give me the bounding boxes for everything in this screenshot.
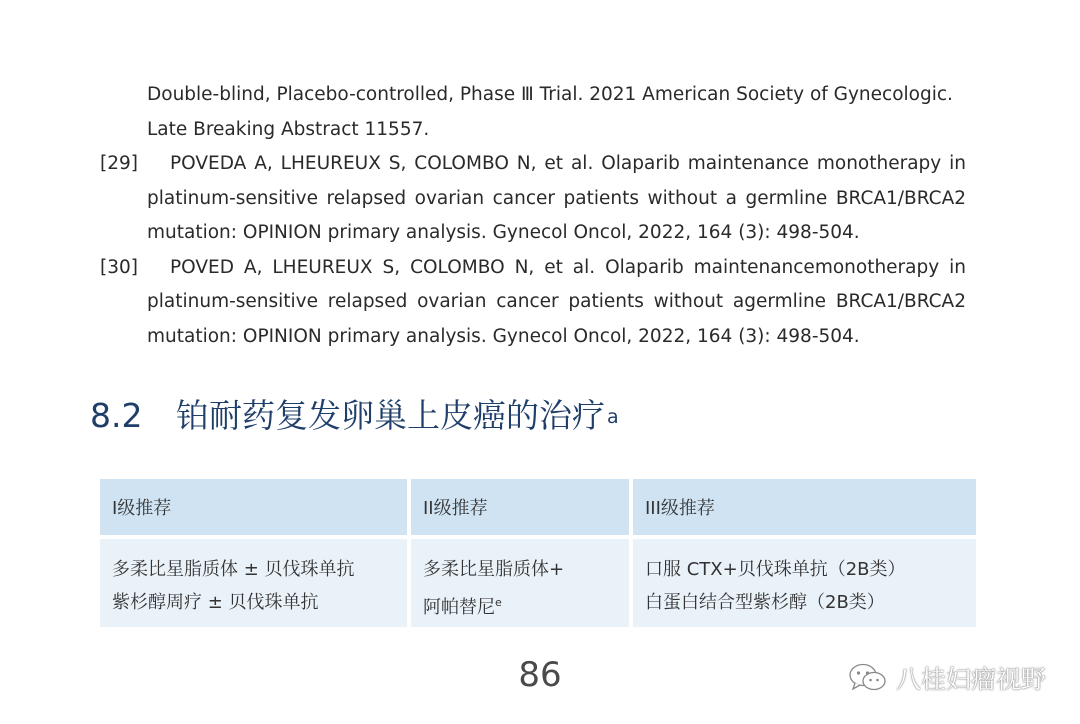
- table-cell-line: 口服 CTX+贝伐珠单抗（2B类）: [645, 559, 906, 580]
- table-cell-level-2: [411, 539, 629, 627]
- table-header-level-1: I级推荐: [100, 479, 407, 535]
- reference-number: [30]: [100, 256, 138, 278]
- table-cell-line: 白蛋白结合型紫杉醇（2B类）: [645, 592, 885, 613]
- table-header-level-3: III级推荐: [633, 479, 976, 535]
- table-cell-line: 紫杉醇周疗 ± 贝伐珠单抗: [112, 592, 319, 613]
- reference-continuation-line: Late Breaking Abstract 11557.: [147, 118, 430, 140]
- reference-text: POVED A, LHEUREUX S, COLOMBO N, et al. Olaparib maintenancemonotherapy in platinum-sensitive relapsed ovarian cancer patients without agermline BRCA1/BRCA2 mutation: OPINION primary analysis. Gynecol Oncol, 2022, 164 (3): 498-504.: [147, 256, 966, 347]
- reference-continuation: [100, 78, 966, 147]
- reference-text: POVEDA A, LHEUREUX S, COLOMBO N, et al. Olaparib maintenance monotherapy in platinum-sensitive relapsed ovarian cancer patients without a germline BRCA1/BRCA2 mutation: OPINION primary analysis. Gynecol Oncol, 2022, 164 (3): 498-504.: [147, 153, 966, 243]
- watermark-text: 八桂妇瘤视野: [895, 665, 1046, 694]
- reference-number: [29]: [100, 153, 138, 174]
- reference-list: [100, 78, 966, 354]
- table-cell-level-1: [100, 539, 407, 627]
- reference-entry-30: [100, 251, 966, 355]
- page-number: 86: [518, 655, 562, 695]
- table-cell-superscript: e: [495, 596, 502, 609]
- table-cell-level-3: [633, 539, 976, 627]
- table-cell-text: 阿帕替尼: [423, 597, 495, 618]
- wechat-icon: [848, 662, 888, 694]
- reference-continuation-line: Double-blind, Placebo-controlled, Phase Ⅲ Trial. 2021 American Society of Gynecologic.: [147, 84, 953, 105]
- recommendation-table: [100, 479, 976, 627]
- section-heading: [90, 390, 619, 437]
- table-cell-line: 多柔比星脂质体 ± 贝伐珠单抗: [112, 559, 355, 580]
- section-number: 8.2: [90, 396, 143, 435]
- table-cell-line: 多柔比星脂质体+: [423, 559, 565, 580]
- section-title-superscript: a: [607, 406, 619, 428]
- table-header-level-2: II级推荐: [411, 479, 629, 535]
- table-cell-line-with-sup: [423, 586, 617, 624]
- reference-entry-29: [100, 147, 966, 251]
- section-title: 铂耐药复发卵巢上皮癌的治疗: [176, 396, 605, 435]
- watermark: [848, 660, 1046, 696]
